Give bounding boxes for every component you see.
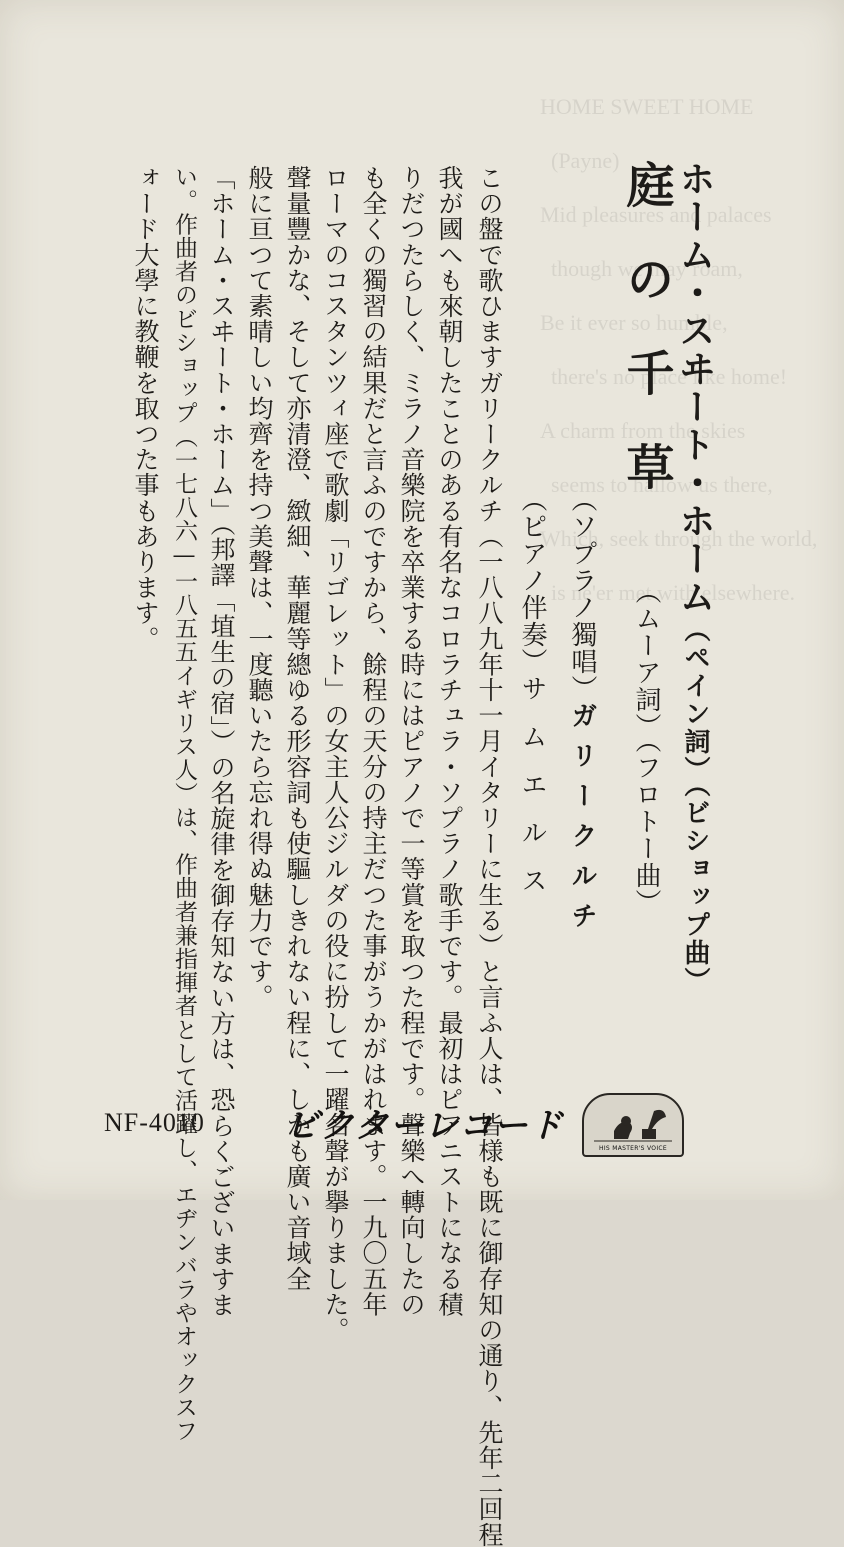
composer-credit: （ビショップ曲） [680, 784, 710, 995]
piano-label: （ピアノ伴奏） [517, 486, 547, 675]
catalog-number: NF-4010 [104, 1108, 205, 1137]
body-column-9: い。作曲者のビショップ（一七八六—一八五五イギリス人）は、作曲者兼指揮者として活躍し、エヂンバラやオックスフ [171, 165, 197, 1443]
logo-caption: HIS MASTER'S VOICE [599, 1145, 667, 1152]
body-column-10: ォード大學に教鞭を取つた事もあります。 [131, 165, 160, 652]
lyricist-credit: （ペイン詞） [680, 616, 710, 784]
body-column-7: 般に亘つて素晴しい均齊を持つ美聲は、一度聽いたら忘れ得ぬ魅力です。 [245, 165, 274, 1010]
moore-lyricist: （ムーア詞） [631, 578, 661, 740]
body-column-6: 聲量豐かな、そして亦清澄、緻細、華麗等總ゆる形容詞も使驅しきれない程に、しかも廣い音域全 [283, 165, 312, 1292]
body-column-4: も全くの獨習の結果だと言ふのですから、餘程の天分の持主だつた事がうかがはれます。一九〇五年 [359, 165, 388, 1317]
body-column-1: この盤で歌ひますガリークルチ（一八八九年十一月イタリーに生る）と言ふ人は、皆様も既に御存知の通り、先年二回程 [475, 165, 504, 1547]
soprano-label: （ソプラノ獨唱） [567, 486, 597, 702]
his-masters-voice-logo [582, 1093, 684, 1157]
soprano-name: ガリークルチ [567, 702, 597, 942]
song-title-japanese: 庭の千草 [618, 160, 674, 536]
body-column-5: ローマのコスタンツィ座で歌劇「リゴレット」の女主人公ジルダの役に扮して一躍名聲が擧りました。 [321, 165, 350, 1343]
victor-record-brand: ビクターレコード [285, 1106, 564, 1146]
body-column-3: りだつたらしく、ミラノ音樂院を卒業する時にはピアノで一等賞を取つた程です。聲樂へ轉向したの [397, 165, 426, 1317]
flotow-composer: （フロトー曲） [631, 740, 661, 916]
body-column-8: 「ホーム・スヰート・ホーム」（邦譯「埴生の宿」）の名旋律を御存知ない方は、恐らくございますま [207, 165, 236, 1318]
japanese-lyricist-credit [628, 578, 665, 916]
piano-credits [514, 486, 551, 915]
piano-name: サムエルス [517, 675, 547, 915]
show-through-text: HOME SWEET HOME (Payne) Mid pleasures and palaces though we may roam, Be it ever so humble, there's no place like home! A charm from the skies seems to hallow us there, Which, seek through the world, is ne'er met with elsewhere. [540, 94, 818, 605]
body-column-2: 我が國へも來朝したことのある有名なコロラチュラ・ソプラノ歌手です。最初はピアニストになる積 [435, 165, 464, 1317]
title-katakana: ホーム・スヰート・ホーム [674, 160, 716, 616]
performer-credits [564, 486, 601, 942]
